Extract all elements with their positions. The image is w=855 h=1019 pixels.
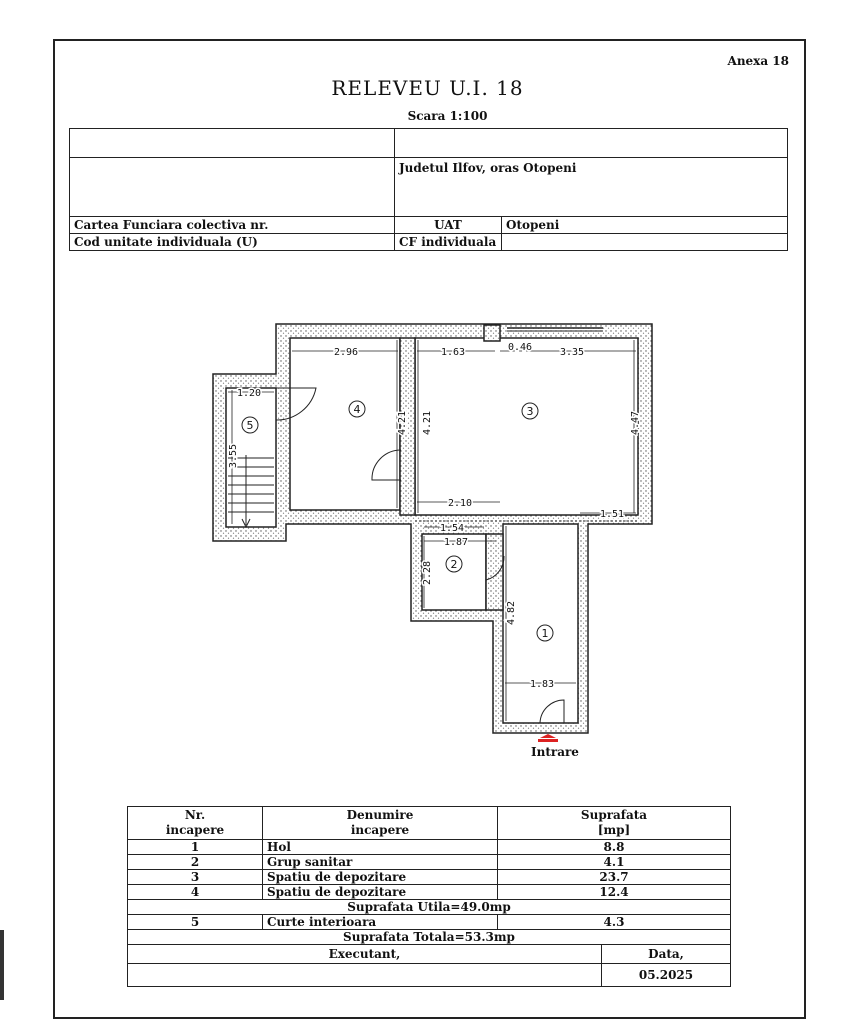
row-area: 8.8 — [498, 840, 731, 855]
table-row — [128, 840, 731, 855]
row-name: Grup sanitar — [263, 855, 498, 870]
executant-value — [128, 964, 602, 987]
wall-segment — [486, 534, 503, 610]
row-nr: 5 — [128, 915, 263, 930]
dim-label: 1.51 — [600, 509, 625, 520]
header-den-line2: incapere — [350, 823, 410, 837]
data-label: Data, — [602, 945, 731, 964]
header-nr — [128, 807, 263, 840]
header-sup-line1: Suprafata — [580, 808, 648, 822]
outer-walls — [213, 324, 652, 733]
util-area-row: Suprafata Utila=49.0mp — [128, 900, 731, 915]
dim-label: 1.20 — [237, 388, 262, 399]
dim-label: 4.21 — [422, 410, 433, 435]
row-nr: 3 — [128, 870, 263, 885]
row-nr: 2 — [128, 855, 263, 870]
dim-label: 4.82 — [506, 600, 517, 625]
edge-artifact — [0, 930, 4, 1000]
total-area-row: Suprafata Totala=53.3mp — [128, 930, 731, 945]
dim-label: 1.87 — [444, 537, 469, 548]
walls — [213, 324, 652, 733]
header-suprafata — [498, 807, 731, 840]
dim-label: 4.21 — [397, 410, 408, 435]
dim-label: 1.54 — [440, 523, 465, 534]
entry-marker — [538, 734, 558, 742]
header-nr-line2: incapere — [165, 823, 225, 837]
room-number: 3 — [526, 405, 534, 418]
table-row — [128, 870, 731, 885]
dim-label: 3.55 — [228, 443, 239, 468]
row-nr: 4 — [128, 885, 263, 900]
dim-label: 4.47 — [630, 410, 641, 435]
room-number: 4 — [353, 403, 361, 416]
uat-label: UAT — [395, 217, 502, 234]
dim-label: 2.10 — [448, 498, 473, 509]
room-number: 2 — [450, 558, 458, 571]
legend-table — [127, 806, 731, 987]
table-row — [128, 915, 731, 930]
row-area: 23.7 — [498, 870, 731, 885]
data-value: 05.2025 — [602, 964, 731, 987]
dim-label: 3.35 — [560, 347, 585, 358]
cf-label-text: Cartea Funciara colectiva nr. — [74, 218, 269, 232]
location-cell: Judetul Ilfov, oras Otopeni — [395, 158, 788, 217]
dim-label: 0.46 — [508, 342, 533, 353]
header-den-line1: Denumire — [346, 808, 414, 822]
row-name: Spatiu de depozitare — [263, 870, 498, 885]
row-area: 4.1 — [498, 855, 731, 870]
row-area: 4.3 — [498, 915, 731, 930]
cod-unitate-label: Cod unitate individuala (U) — [70, 234, 395, 251]
page-title: RELEVEU U.I. 18 — [331, 76, 524, 100]
header-nr-line1: Nr. — [184, 808, 206, 822]
column — [484, 325, 500, 341]
table-row — [128, 855, 731, 870]
dim-label: 2.28 — [422, 560, 433, 585]
row-name: Curte interioara — [263, 915, 498, 930]
room-number: 5 — [246, 419, 254, 432]
row-name: Hol — [263, 840, 498, 855]
dim-label: 2.96 — [334, 347, 359, 358]
uat-value: Otopeni — [502, 217, 788, 234]
row-area: 12.4 — [498, 885, 731, 900]
executant-label: Executant, — [128, 945, 602, 964]
dim-label: 1.83 — [530, 679, 555, 690]
cf-individuala-label: CF individuala — [395, 234, 502, 251]
header-denumire — [263, 807, 498, 840]
entry-label: Intrare — [531, 745, 579, 759]
scale-label: Scara 1:100 — [407, 109, 488, 123]
room-number: 1 — [541, 627, 549, 640]
header-sup-line2: [mp] — [597, 823, 631, 837]
dim-label: 1.63 — [441, 347, 466, 358]
table-row — [128, 885, 731, 900]
row-nr: 1 — [128, 840, 263, 855]
row-name: Spatiu de depozitare — [263, 885, 498, 900]
annex-label: Anexa 18 — [727, 54, 789, 68]
